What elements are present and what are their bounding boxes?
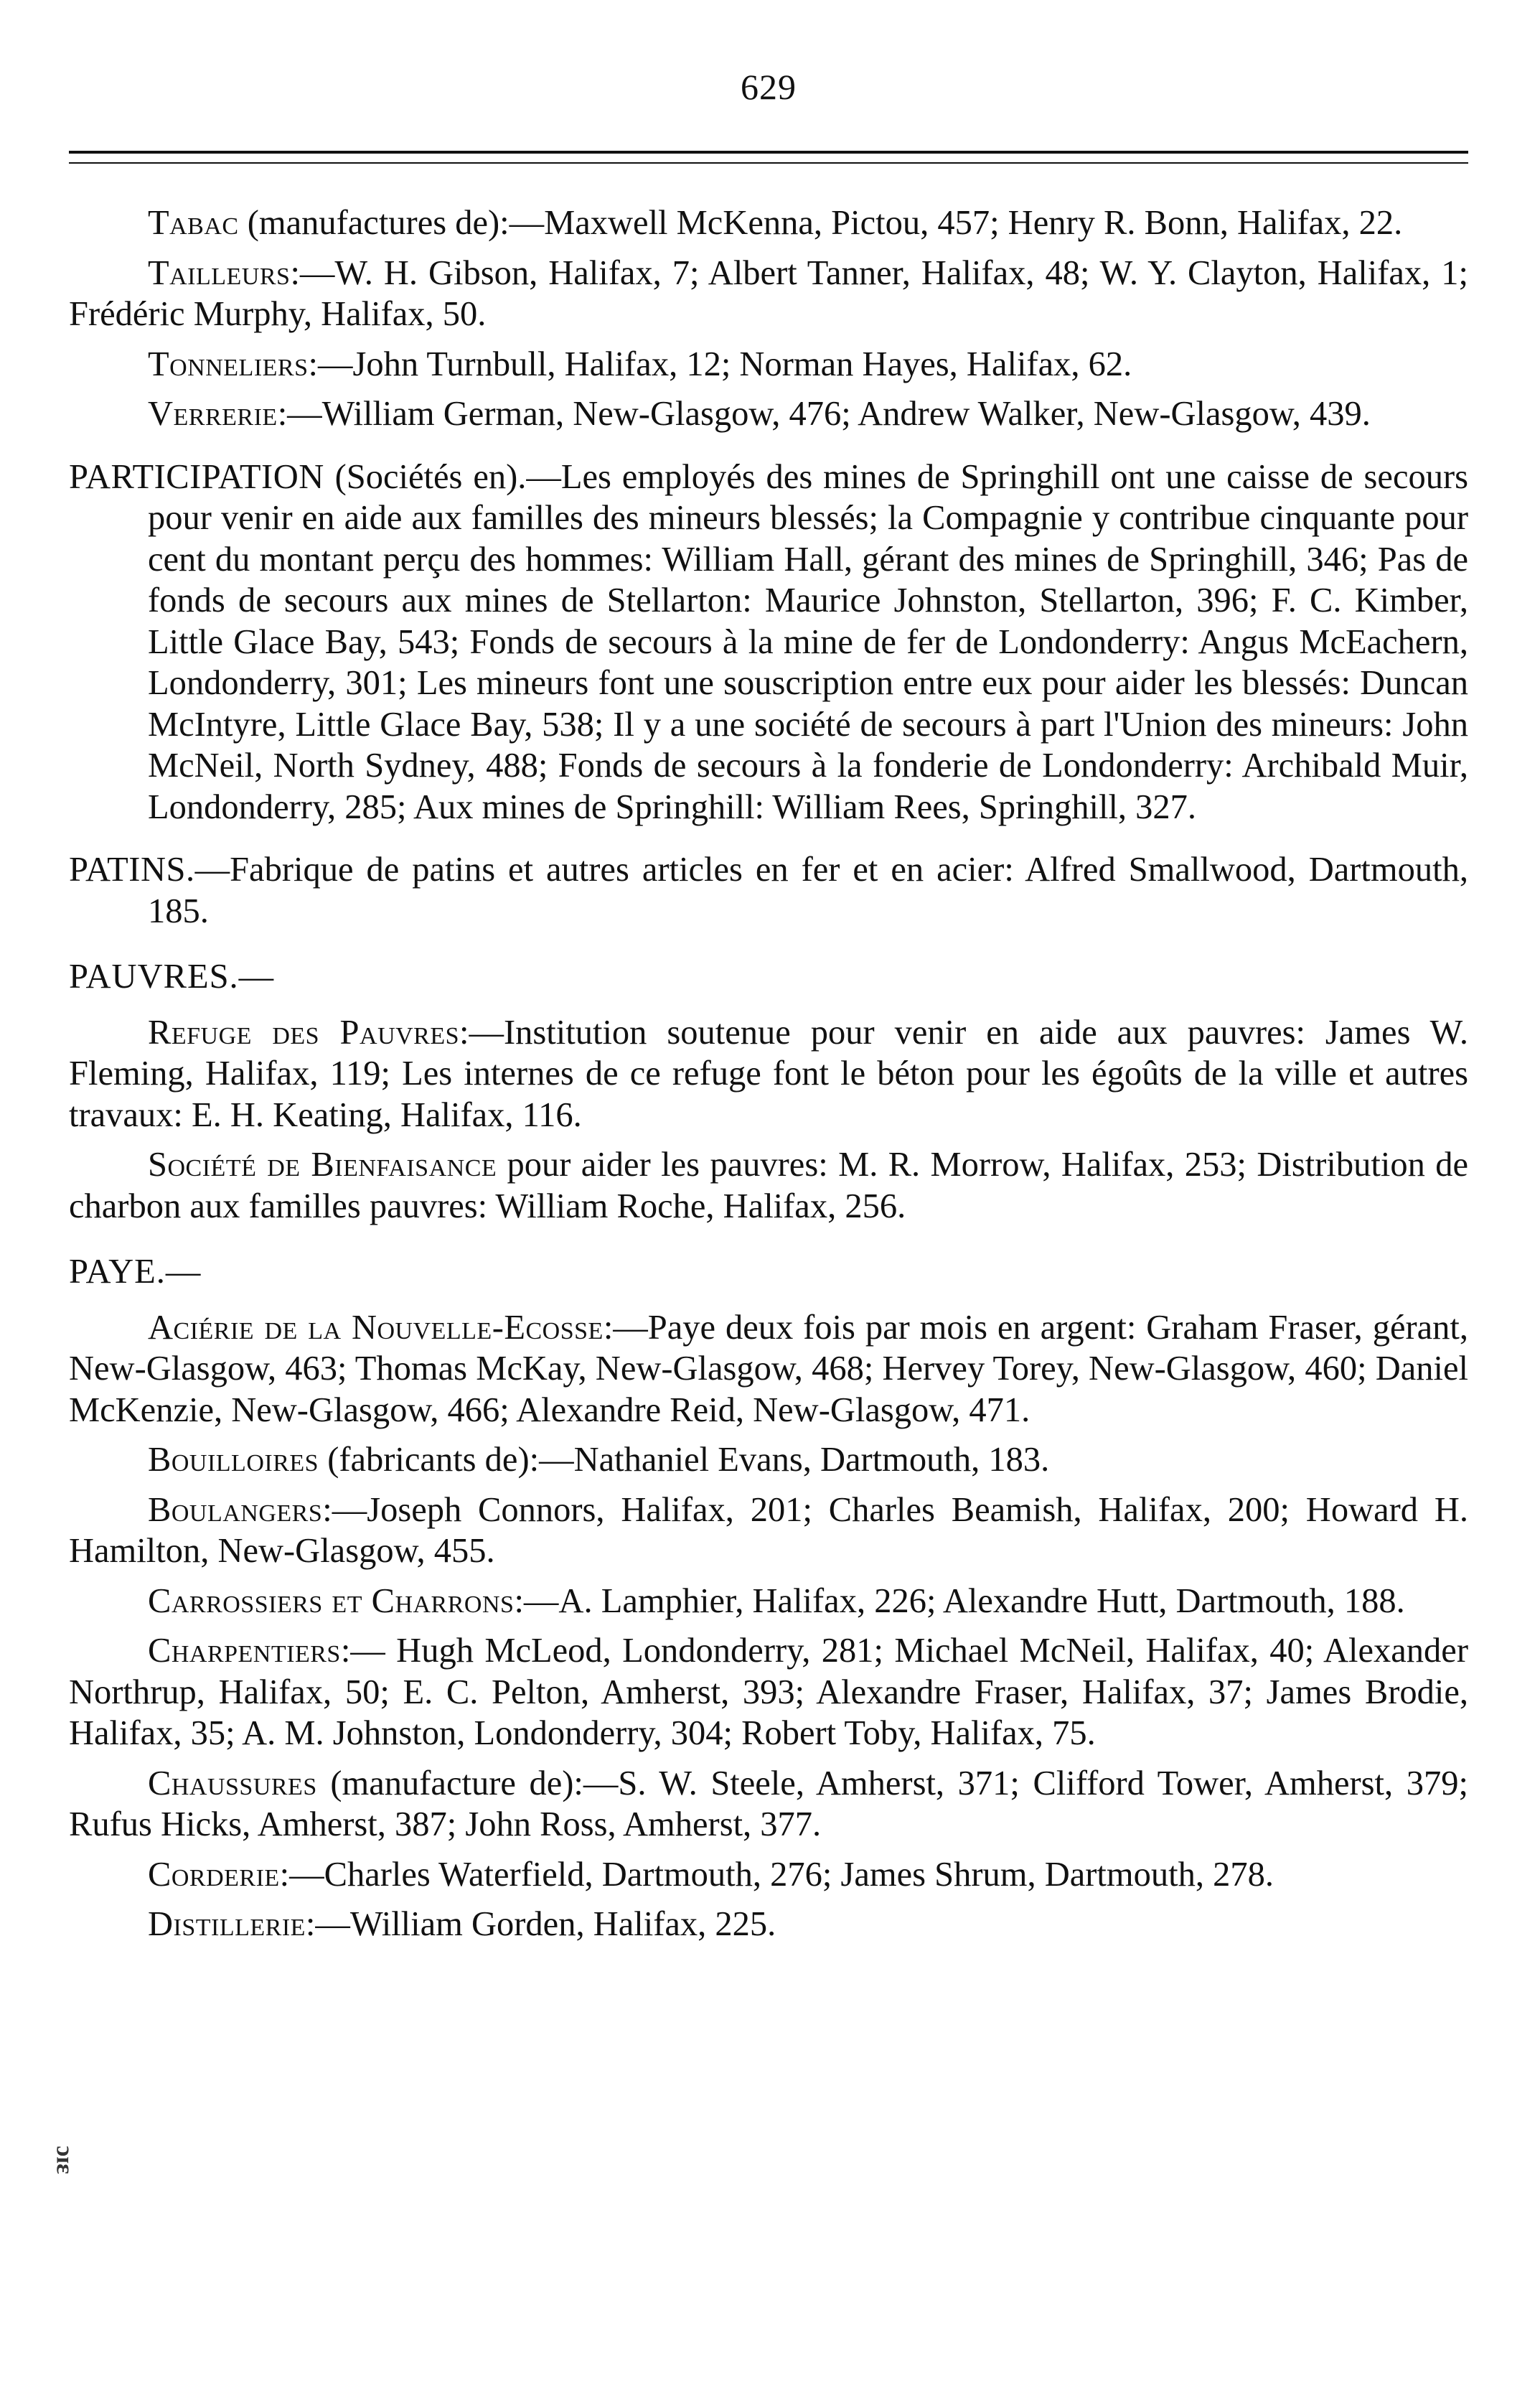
entry-text: :—William Gorden, Halifax, 225. [305,1905,776,1943]
entry-text: :—Paye deux fois par mois en argent: Graham Fraser, gérant, New-Glasgow, 463; Thomas McKay, New-Glasgow, 468; Hervey Torey, New-Glasgow, 460; Daniel McKenzie, New-Glasgow, 466; Alexandre Reid, New-Glasgow, 471. [69,1308,1469,1429]
entry-text: (manufactures de):—Maxwell McKenna, Pictou, 457; Henry R. Bonn, Halifax, 22. [238,204,1403,242]
entry-participation [69,457,1468,828]
entry-text: pour aider les pauvres: M. R. Morrow, Halifax, 253; Distribution de charbon aux familles pauvres: William Roche, Halifax, 256. [69,1146,1468,1225]
entry-verrerie [69,393,1468,435]
entry-lead: Carrossiers et Charrons [148,1581,515,1620]
entry-lead: Verrerie [148,395,278,433]
entry-text: —Fabrique de patins et autres articles en fer et en acier: Alfred Smallwood, Dartmouth, 185. [148,851,1468,930]
entry-lead: Refuge des Pauvres [148,1013,460,1052]
entry-text: :—A. Lamphier, Halifax, 226; Alexandre Hutt, Dartmouth, 188. [514,1581,1405,1620]
entry-lead: Bouilloires [148,1441,319,1479]
entry-refuge-des-pauvres [69,1012,1468,1136]
entry-text: :—William German, New-Glasgow, 476; Andrew Walker, New-Glasgow, 439. [277,395,1371,433]
entry-text: (fabricants de):—Nathaniel Evans, Dartmouth, 183. [319,1441,1050,1479]
entry-lead: Tabac [148,204,239,242]
entry-text: :— Hugh McLeod, Londonderry, 281; Michael McNeil, Halifax, 40; Alexander Northrup, Halifax, 50; E. C. Pelton, Amherst, 393; Alexandre Fraser, Halifax, 37; James Brodie, Halifax, 35; A. M. Johnston, Londonderry, 304; Robert Toby, Halifax, 75. [69,1632,1468,1752]
entry-lead: Corderie [148,1855,280,1894]
entry-text: :—Charles Waterfield, Dartmouth, 276; James Shrum, Dartmouth, 278. [279,1855,1274,1894]
entry-chaussures [69,1763,1468,1846]
entry-lead: Distillerie [148,1905,306,1943]
entry-carrossiers [69,1581,1468,1622]
entry-lead: Boulangers [148,1490,323,1529]
header-double-rule [69,151,1468,164]
page-number: 629 [741,67,797,107]
entry-text: :—Joseph Connors, Halifax, 201; Charles Beamish, Halifax, 200; Howard H. Hamilton, New-Glasgow, 455. [69,1490,1468,1570]
entry-lead: Société de Bienfaisance [148,1146,497,1184]
document-page [69,0,1468,2404]
margin-mark: ɔɪɛ [51,2146,78,2174]
entry-heading: PARTICIPATION [69,457,324,496]
entry-text: :—Institution soutenue pour venir en aide aux pauvres: James W. Fleming, Halifax, 119; Les internes de ce refuge font le béton pour les égoûts de la ville et autres travaux: E. H. Keating, Halifax, 116. [69,1013,1468,1134]
section-heading: PAUVRES.— [69,958,275,996]
entry-patins [69,849,1468,932]
section-heading: PAYE.— [69,1253,202,1291]
entry-boulangers [69,1489,1468,1572]
entry-tailleurs [69,253,1468,335]
entry-lead: Tailleurs [148,253,291,292]
entry-lead: Tonneliers [148,345,309,383]
entry-text: :—John Turnbull, Halifax, 12; Norman Hayes, Halifax, 62. [308,345,1132,383]
entry-societe-de-bienfaisance [69,1144,1468,1227]
entry-charpentiers [69,1630,1468,1754]
entry-heading: PATINS. [69,851,195,889]
entry-text: (manufacture de):—S. W. Steele, Amherst, 371; Clifford Tower, Amherst, 379; Rufus Hicks, Amherst, 387; John Ross, Amherst, 377. [69,1764,1468,1843]
entry-distillerie [69,1904,1468,1945]
entry-corderie [69,1854,1468,1896]
entry-bouilloires [69,1439,1468,1481]
entry-text: (Sociétés en).—Les employés des mines de Springhill ont une caisse de secours pour venir en aide aux familles des mineurs blessés; la Compagnie y contribue cinquante pour cent du montant perçu des hommes: William Hall, gérant des mines de Springhill, 346; Pas de fonds de secours aux mines de Stellarton: Maurice Johnston, Stellarton, 396; F. C. Kimber, Little Glace Bay, 543; Fonds de secours à la mine de fer de Londonderry: Angus McEachern, Londonderry, 301; Les mineurs font une souscription entre eux pour aider les blessés: Duncan McIntyre, Little Glace Bay, 538; Il y a une société de secours à part l'Union des mineurs: John McNeil, North Sydney, 488; Fonds de secours à la fonderie de Londonderry: Archibald Muir, Londonderry, 285; Aux mines de Springhill: William Rees, Springhill, 327. [148,457,1468,826]
heading-paye [69,1251,1468,1293]
entry-acierie [69,1307,1468,1431]
entry-lead: Aciérie de la Nouvelle-Ecosse [148,1308,604,1347]
entry-lead: Charpentiers [148,1632,341,1670]
entry-text: :—W. H. Gibson, Halifax, 7; Albert Tanner, Halifax, 48; W. Y. Clayton, Halifax, 1; Frédéric Murphy, Halifax, 50. [69,253,1468,333]
page-content [69,202,1468,1954]
entry-tabac [69,202,1468,244]
entry-tonneliers [69,344,1468,385]
heading-pauvres [69,956,1468,998]
entry-lead: Chaussures [148,1764,317,1802]
